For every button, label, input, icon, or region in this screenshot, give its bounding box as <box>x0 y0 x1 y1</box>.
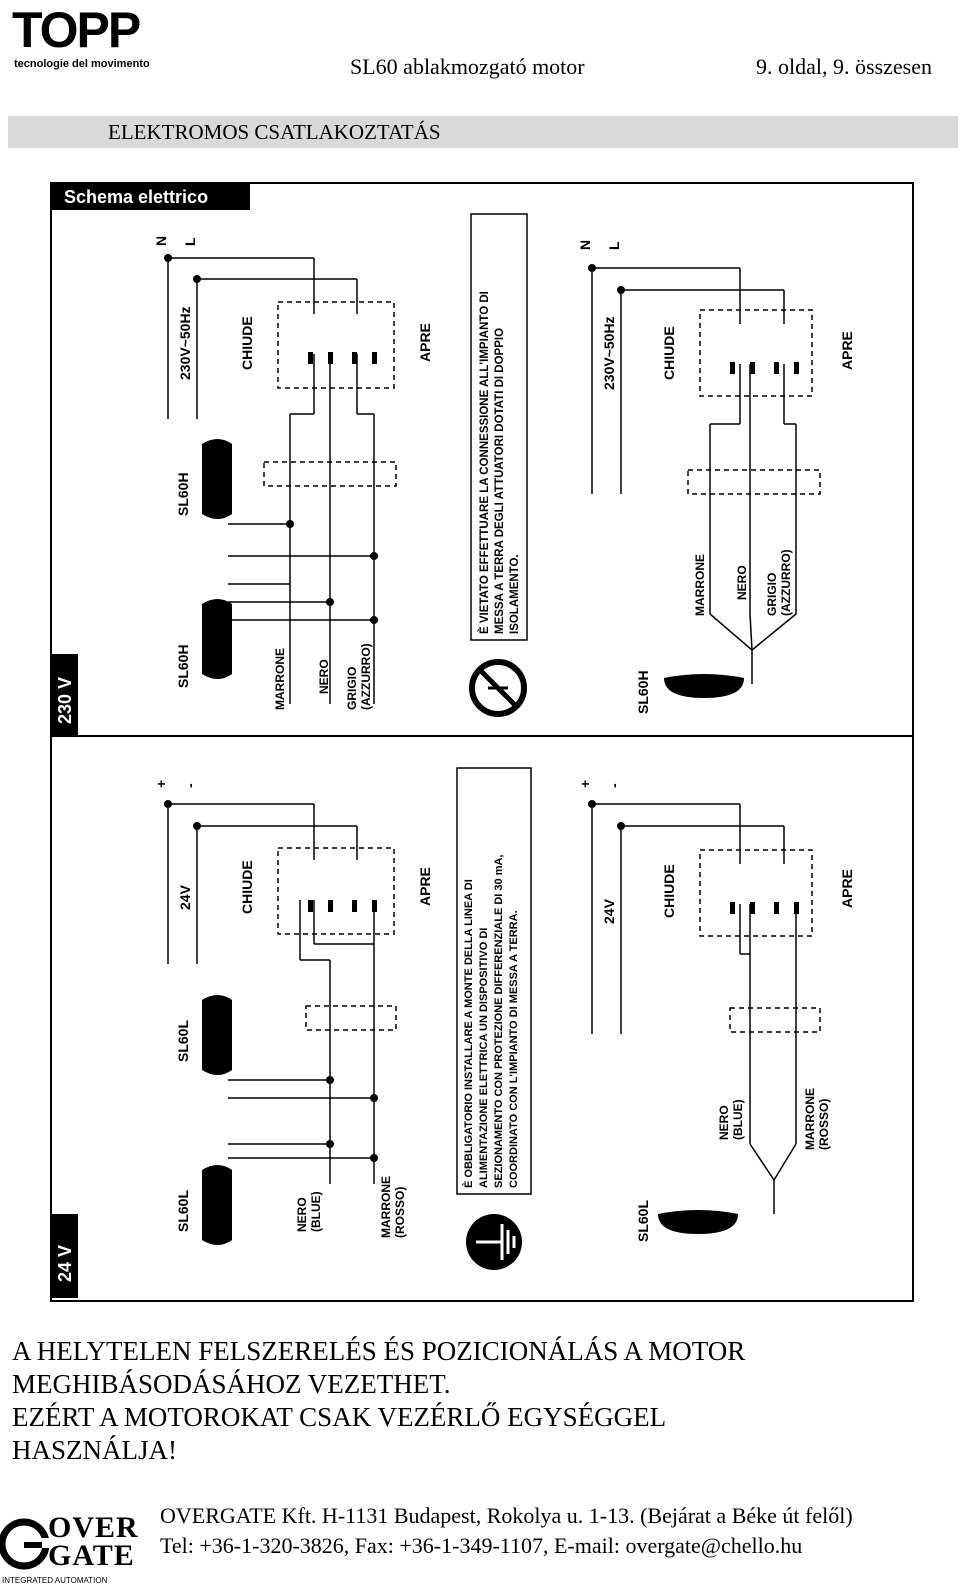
wire-brown-red-sub-1: (ROSSO) <box>393 1186 407 1238</box>
wire-brown-red-2: MARRONE <box>803 1088 817 1150</box>
section-title: ELEKTROMOS CSATLAKOZTATÁS <box>108 120 441 144</box>
motor-label-sl60h-2: SL60H <box>175 644 191 688</box>
label-close-2: CHIUDE <box>661 326 677 380</box>
note-24-line4: COORDINATO CON L'IMPIANTO DI MESSA A TERRA. <box>508 910 520 1188</box>
wire-black-blue-sub-2: (BLUE) <box>731 1099 745 1140</box>
footer-address: OVERGATE Kft. H-1131 Budapest, Rokolya u. 1-13. (Bejárat a Béke út felől) <box>160 1503 853 1528</box>
wire-black-2: NERO <box>735 565 749 600</box>
label-close-3: CHIUDE <box>239 860 255 914</box>
circuit-24v-double <box>168 804 396 1184</box>
motor-sl60l-2-icon <box>202 1165 232 1245</box>
wire-grey-1: GRIGIO <box>345 666 359 710</box>
label-n-1: N <box>153 235 169 246</box>
label-n-2: N <box>577 239 593 250</box>
motor-sl60h-1-icon <box>202 439 232 519</box>
footer-contact: Tel: +36-1-320-3826, Fax: +36-1-349-1107, E-mail: overgate@chello.hu <box>160 1533 803 1558</box>
band-24v-label: 24 V <box>55 1244 75 1282</box>
label-close-4: CHIUDE <box>661 864 677 918</box>
earth-icon <box>466 1214 522 1270</box>
warning-line-1: A HELYTELEN FELSZERELÉS ÉS POZICIONÁLÁS A MOTOR <box>12 1336 746 1366</box>
wire-brown-1: MARRONE <box>273 648 287 710</box>
page-info: 9. oldal, 9. összesen <box>756 54 932 79</box>
label-minus-1: - <box>182 783 198 788</box>
motor-label-sl60l-1: SL60L <box>175 1019 191 1062</box>
label-open-1: APRE <box>417 323 433 362</box>
label-plus-1: + <box>153 779 169 788</box>
motor-label-sl60h-1: SL60H <box>175 472 191 516</box>
wire-brown-red-1: MARRONE <box>379 1176 393 1238</box>
label-open-4: APRE <box>839 869 855 908</box>
warning-text <box>12 1335 952 1467</box>
wire-black-1: NERO <box>317 659 331 694</box>
logo-wordmark: TOPP <box>12 2 140 58</box>
label-open-2: APRE <box>839 331 855 370</box>
topp-logo <box>12 4 182 74</box>
note-24-line3: SEZIONAMENTO CON PROTEZIONE DIFFERENZIALE DI 30 mA, <box>493 854 505 1188</box>
warning-line-3: EZÉRT A MOTOROKAT CSAK VEZÉRLŐ EGYSÉGGEL <box>12 1402 667 1432</box>
wire-brown-red-sub-2: (ROSSO) <box>817 1098 831 1150</box>
overgate-tagline: INTEGRATED AUTOMATION <box>2 1576 108 1585</box>
document-title: SL60 ablakmozgató motor <box>350 54 585 79</box>
motor-label-sl60l-3: SL60L <box>635 1199 651 1242</box>
circuit-230v-single <box>592 268 820 684</box>
wire-grey-2: GRIGIO <box>765 572 779 616</box>
band-230v-label: 230 V <box>55 676 75 724</box>
note-230-line3: ISOLAMENTO. <box>509 554 521 634</box>
warning-line-2: MEGHIBÁSODÁSÁHOZ VEZETHET. <box>12 1369 451 1399</box>
supply-230-2: 230V~50Hz <box>601 316 617 390</box>
overgate-logo <box>0 1512 150 1588</box>
motor-label-sl60l-2: SL60L <box>175 1189 191 1232</box>
label-close-1: CHIUDE <box>239 316 255 370</box>
footer <box>0 1503 960 1588</box>
motor-sl60h-2-icon <box>202 599 232 679</box>
note-230-line1: È VIETATO EFFETTUARE LA CONNESSIONE ALL'IMPIANTO DI <box>479 291 491 634</box>
label-l-2: L <box>606 241 622 250</box>
wire-black-blue-2: NERO <box>717 1105 731 1140</box>
circuit-24v-single <box>592 804 820 1214</box>
section-bar <box>8 116 958 148</box>
wire-black-blue-sub-1: (BLUE) <box>309 1191 323 1232</box>
motor-sl60h-3-icon <box>664 674 744 698</box>
label-minus-2: - <box>606 783 622 788</box>
note-230-line2: MESSA A TERRA DEGLI ATTUATORI DOTATI DI DOPPIO <box>494 327 506 634</box>
warning-line-4: HASZNÁLJA! <box>12 1435 177 1465</box>
motor-sl60l-3-icon <box>658 1210 738 1234</box>
label-l-1: L <box>182 237 198 246</box>
supply-24-1: 24V <box>177 885 193 910</box>
wire-brown-2: MARRONE <box>693 554 707 616</box>
motor-label-sl60h-3: SL60H <box>635 670 651 714</box>
overgate-word-1: OVER <box>48 1511 139 1544</box>
wire-grey-sub-2: (AZZURRO) <box>779 549 793 616</box>
note-24-line1: È OBBLIGATORIO INSTALLARE A MONTE DELLA LINEA DI <box>463 879 475 1188</box>
motor-sl60l-1-icon <box>202 995 232 1075</box>
supply-230-1: 230V~50Hz <box>177 306 193 380</box>
overgate-g-icon <box>0 1512 50 1576</box>
wire-grey-sub-1: (AZZURRO) <box>359 643 373 710</box>
wire-black-blue-1: NERO <box>295 1197 309 1232</box>
wiring-diagram <box>50 182 914 1302</box>
diagram-heading: Schema elettrico <box>64 187 209 207</box>
label-open-3: APRE <box>417 867 433 906</box>
note-24-line2: ALIMENTAZIONE ELETTRICA UN DISPOSITIVO DI <box>478 927 490 1188</box>
supply-24-2: 24V <box>601 899 617 924</box>
label-plus-2: + <box>577 779 593 788</box>
overgate-word-2: GATE <box>48 1539 135 1572</box>
no-earth-icon <box>472 662 524 714</box>
logo-tagline: tecnologie del movimento <box>14 58 150 70</box>
